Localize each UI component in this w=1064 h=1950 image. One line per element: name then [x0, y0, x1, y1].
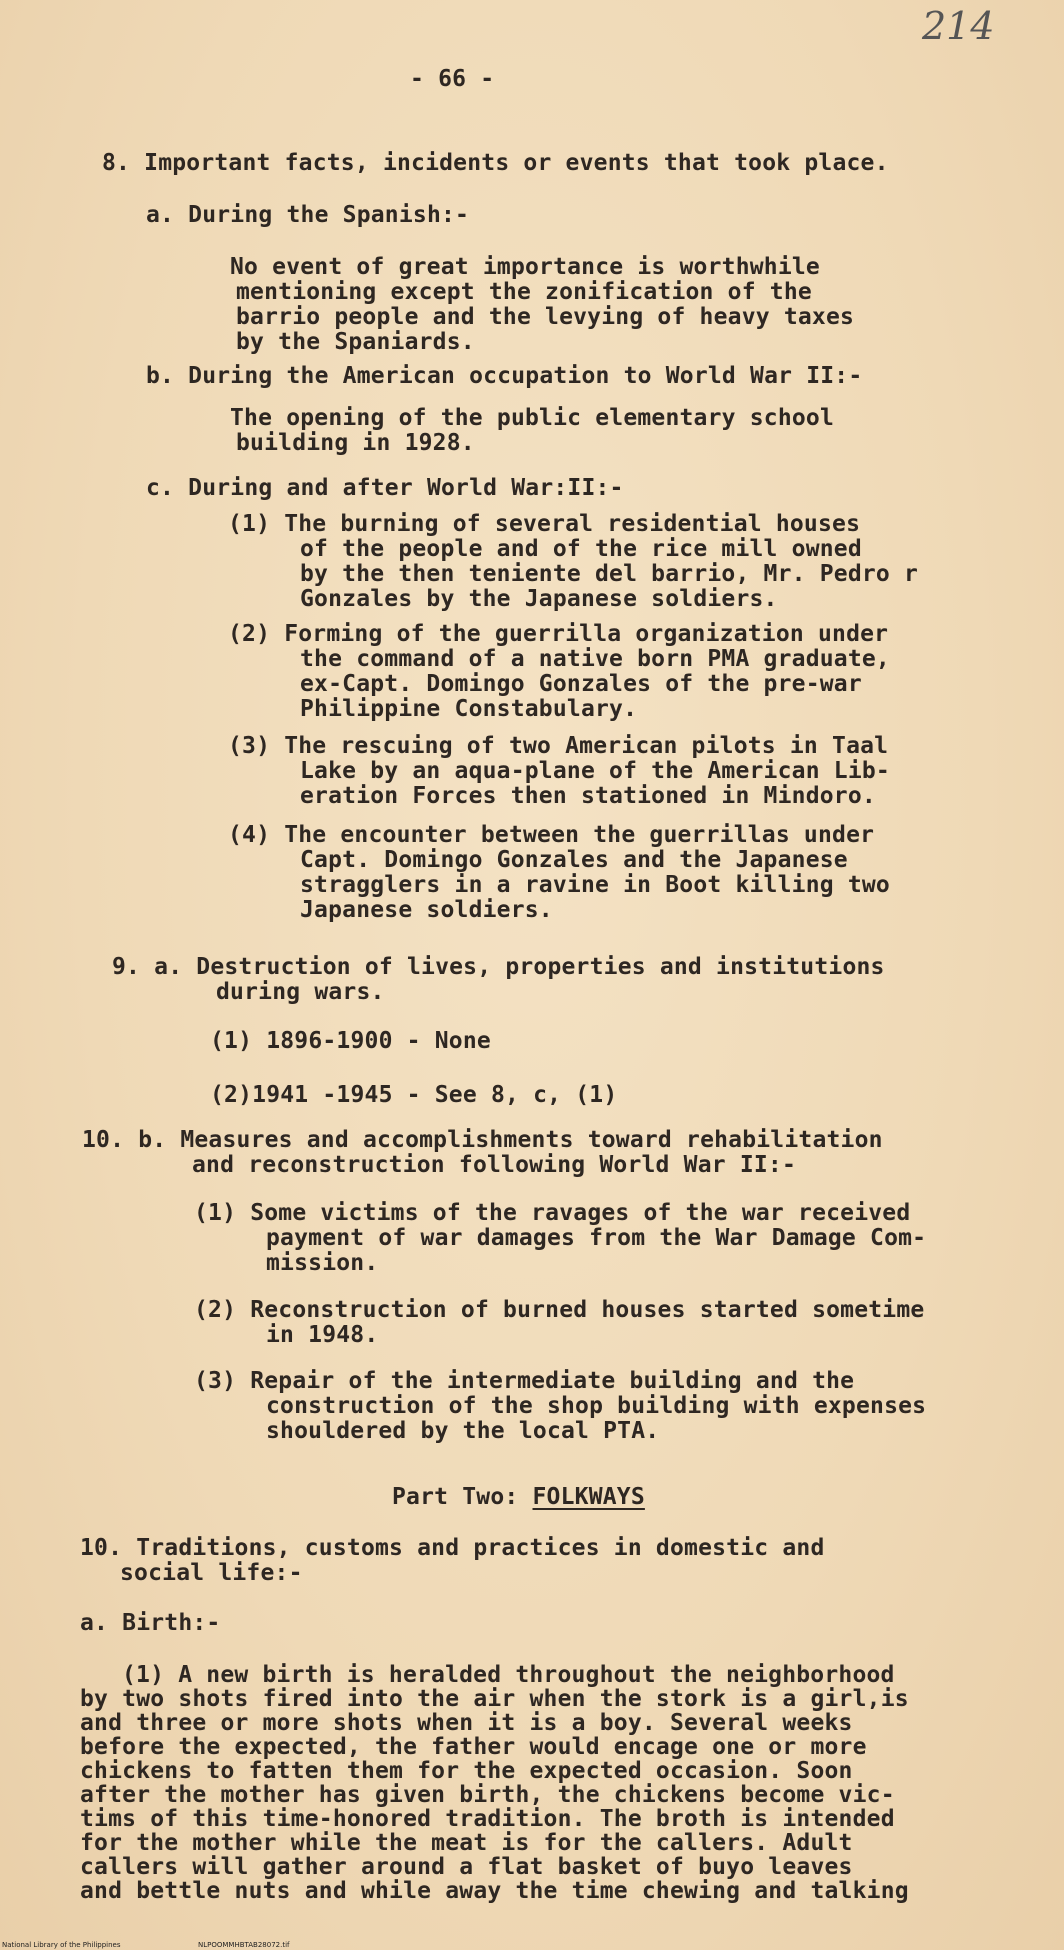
section8-c1-line: by the then teniente del barrio, Mr. Pedro r	[300, 561, 919, 587]
birth-paragraph-line: for the mother while the meat is for the callers. Adult	[80, 1830, 853, 1856]
section10b-line: social life:-	[120, 1560, 303, 1586]
section10a-line: and reconstruction following World War II:-	[192, 1152, 797, 1178]
section10a-item2-line: (2) Reconstruction of burned houses started sometime	[194, 1297, 925, 1323]
section8-c1-line: of the people and of the rice mill owned	[300, 536, 862, 562]
section8-c1-line: Gonzales by the Japanese soldiers.	[300, 586, 778, 612]
section8-b-line: The opening of the public elementary school	[230, 405, 835, 431]
birth-paragraph-line: chickens to fatten them for the expected occasion. Soon	[80, 1758, 853, 1784]
section8-c4-line: Capt. Domingo Gonzales and the Japanese	[300, 847, 848, 873]
section8-a-line: barrio people and the levying of heavy taxes	[236, 304, 855, 330]
birth-paragraph-line: and three or more shots when it is a boy. Several weeks	[80, 1710, 853, 1736]
section8-c4-line: Japanese soldiers.	[300, 897, 553, 923]
section8-c4-line: (4) The encounter between the guerrillas under	[228, 822, 875, 848]
section8-heading: 8. Important facts, incidents or events that took place.	[102, 150, 889, 176]
section8-c1-line: (1) The burning of several residential houses	[228, 511, 861, 537]
section8-a-line: No event of great importance is worthwhile	[230, 254, 820, 280]
section8-c2-line: Philippine Constabulary.	[300, 696, 638, 722]
section10a-item3-line: shouldered by the local PTA.	[266, 1418, 660, 1444]
section8-c3-line: Lake by an aqua-plane of the American Lib-	[300, 758, 890, 784]
part-two-title: FOLKWAYS	[532, 1484, 645, 1510]
birth-paragraph-line: after the mother has given birth, the chickens become vic-	[80, 1782, 895, 1808]
section8-a-label: a. During the Spanish:-	[146, 202, 470, 228]
section10b-a-label: a. Birth:-	[80, 1610, 221, 1636]
section9-item: (1) 1896-1900 - None	[210, 1028, 491, 1054]
section9-line: during wars.	[216, 979, 385, 1005]
section10a-item3-line: (3) Repair of the intermediate building and the	[194, 1368, 855, 1394]
section10a-line: 10. b. Measures and accomplishments toward rehabilitation	[82, 1127, 883, 1153]
section8-b-label: b. During the American occupation to World War II:-	[146, 363, 863, 389]
footer-filename: NLPOOMMHBTAB28072.tif	[198, 1941, 290, 1949]
section8-c4-line: stragglers in a ravine in Boot killing two	[300, 872, 890, 898]
birth-paragraph-line: and bettle nuts and while away the time chewing and talking	[80, 1878, 909, 1904]
section8-a-line: by the Spaniards.	[236, 329, 475, 355]
section8-c2-line: the command of a native born PMA graduate,	[300, 646, 890, 672]
section10a-item1-line: payment of war damages from the War Damage Com-	[266, 1225, 927, 1251]
part-two-heading	[392, 1484, 645, 1510]
section8-c2-line: (2) Forming of the guerrilla organization under	[228, 621, 889, 647]
section8-c-label: c. During and after World War:II:-	[146, 475, 624, 501]
section9-line: 9. a. Destruction of lives, properties and institutions	[112, 954, 885, 980]
section8-c2-line: ex-Capt. Domingo Gonzales of the pre-war	[300, 671, 862, 697]
handwritten-archive-number: 214	[922, 4, 995, 48]
part-two-prefix: Part Two:	[392, 1484, 519, 1510]
section8-c3-line: (3) The rescuing of two American pilots in Taal	[228, 733, 889, 759]
section10a-item3-line: construction of the shop building with expenses	[266, 1393, 927, 1419]
section10a-item1-line: (1) Some victims of the ravages of the war received	[194, 1200, 911, 1226]
footer-library-name: National Library of the Philippines	[2, 1941, 121, 1949]
birth-paragraph-line: (1) A new birth is heralded throughout the neighborhood	[122, 1662, 895, 1688]
section9-item: (2)1941 -1945 - See 8, c, (1)	[210, 1082, 618, 1108]
birth-paragraph-line: before the expected, the father would encage one or more	[80, 1734, 867, 1760]
birth-paragraph-line: by two shots fired into the air when the stork is a girl,is	[80, 1686, 909, 1712]
page-number: - 66 -	[410, 66, 495, 92]
section8-a-line: mentioning except the zonification of the	[236, 279, 812, 305]
section10a-item1-line: mission.	[266, 1250, 379, 1276]
section10b-line: 10. Traditions, customs and practices in domestic and	[80, 1535, 825, 1561]
section10a-item2-line: in 1948.	[266, 1322, 379, 1348]
birth-paragraph-line: tims of this time-honored tradition. The broth is intended	[80, 1806, 895, 1832]
section8-b-line: building in 1928.	[236, 430, 475, 456]
section8-c3-line: eration Forces then stationed in Mindoro.	[300, 783, 876, 809]
birth-paragraph-line: callers will gather around a flat basket of buyo leaves	[80, 1854, 853, 1880]
